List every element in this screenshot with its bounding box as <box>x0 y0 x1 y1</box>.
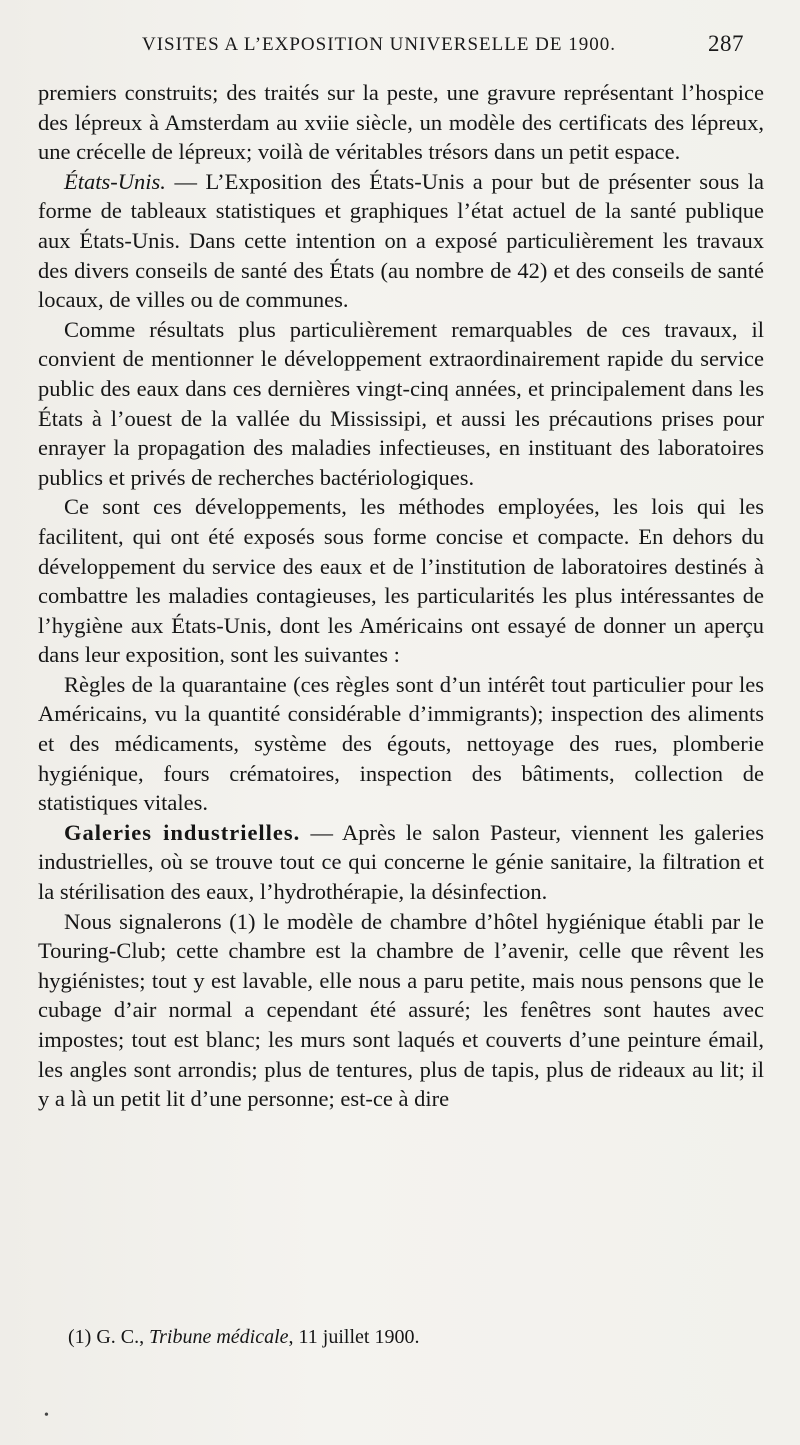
section-lead-etats-unis: États-Unis. <box>64 168 166 194</box>
paragraph-text: — Après le salon Pasteur, viennent les galeries industrielles, où se trouve tout ce qui concerne le génie sanitaire, la filtration et la stérilisation des eaux, l’hydrothérapie, la désinfection. <box>38 819 764 905</box>
running-title: VISITES A L’EXPOSITION UNIVERSELLE DE 1900. <box>142 34 617 55</box>
footnote <box>68 1324 768 1350</box>
paragraph-resultats <box>38 315 764 493</box>
paragraph-text: — L’Exposition des États-Unis a pour but de présenter sous la forme de tableaux statistiques et graphiques l’état actuel de la santé publique aux États-Unis. Dans cette intention on a exposé particulièrement les travaux des divers conseils de santé des États (au nombre de 42) et des conseils de santé locaux, de villes ou de communes. <box>38 168 764 313</box>
paragraph-regles <box>38 670 764 818</box>
footnote-marker: (1) G. C., <box>68 1326 150 1348</box>
paragraph-continuation <box>38 78 764 167</box>
section-lead-galeries: Galeries industrielles. <box>64 819 301 845</box>
footnote-date: , 11 juillet 1900. <box>288 1326 420 1348</box>
paragraph-text: Nous signalerons (1) le modèle de chambre d’hôtel hygiénique établi par le Touring-Club; cette chambre est la chambre de l’avenir, celle que rêvent les hygiénistes; tout y est lavable, elle nous a paru petite, mais nous pensons que le cubage d’air normal a cependant été assuré; les fenêtres sont hautes avec impostes; tout est blanc; les murs sont laqués et couverts d’une peinture émail, les angles sont arrondis; plus de tentures, plus de tapis, plus de rideaux au lit; il y a là un petit lit d’une personne; est-ce à dire <box>38 908 764 1112</box>
running-header <box>142 31 782 64</box>
body-text <box>38 78 764 1114</box>
margin-speck: • <box>44 1408 49 1423</box>
paragraph-galeries <box>38 818 764 907</box>
paragraph-text: Ce sont ces développements, les méthodes employées, les lois qui les facilitent, qui ont été exposés sous forme concise et compacte. En dehors du développement du service des eaux et de l’institution de laboratoires destinés à combattre les maladies contagieuses, les particularités les plus intéressantes de l’hygiène aux États-Unis, dont les Américains ont essayé de donner un aperçu dans leur exposition, sont les suivantes : <box>38 494 764 668</box>
paragraph-text: premiers construits; des traités sur la peste, une gravure représentant l’hospice des lépreux à Amsterdam au xviie siècle, un modèle des certificats des lépreux, une crécelle de lépreux; voilà de véritables trésors dans un petit espace. <box>38 80 764 165</box>
footnote-journal: Tribune médicale <box>149 1326 289 1348</box>
paragraph-text: Règles de la quarantaine (ces règles sont d’un intérêt tout particulier pour les Américains, vu la quantité considérable d’immigrants); inspection des aliments et des médicaments, système des égouts, nettoyage des rues, plomberie hygiénique, fours crématoires, inspection des bâtiments, collection de statistiques vitales. <box>38 671 764 816</box>
paragraph-text: Comme résultats plus particulièrement remarquables de ces travaux, il convient de mentionner le développement extraordinairement rapide du service public des eaux dans ces dernières vingt-cinq années, et principalement dans les États à l’ouest de la vallée du Mississipi, et aussi les précautions prises pour enrayer la propagation des maladies infectieuses, en instituant des laboratoires publics et privés de recherches bactériologiques. <box>38 316 764 490</box>
paragraph-chambre <box>38 907 764 1114</box>
paragraph-developpements <box>38 492 764 670</box>
paragraph-etats-unis <box>38 167 764 315</box>
page-number: 287 <box>708 31 744 56</box>
